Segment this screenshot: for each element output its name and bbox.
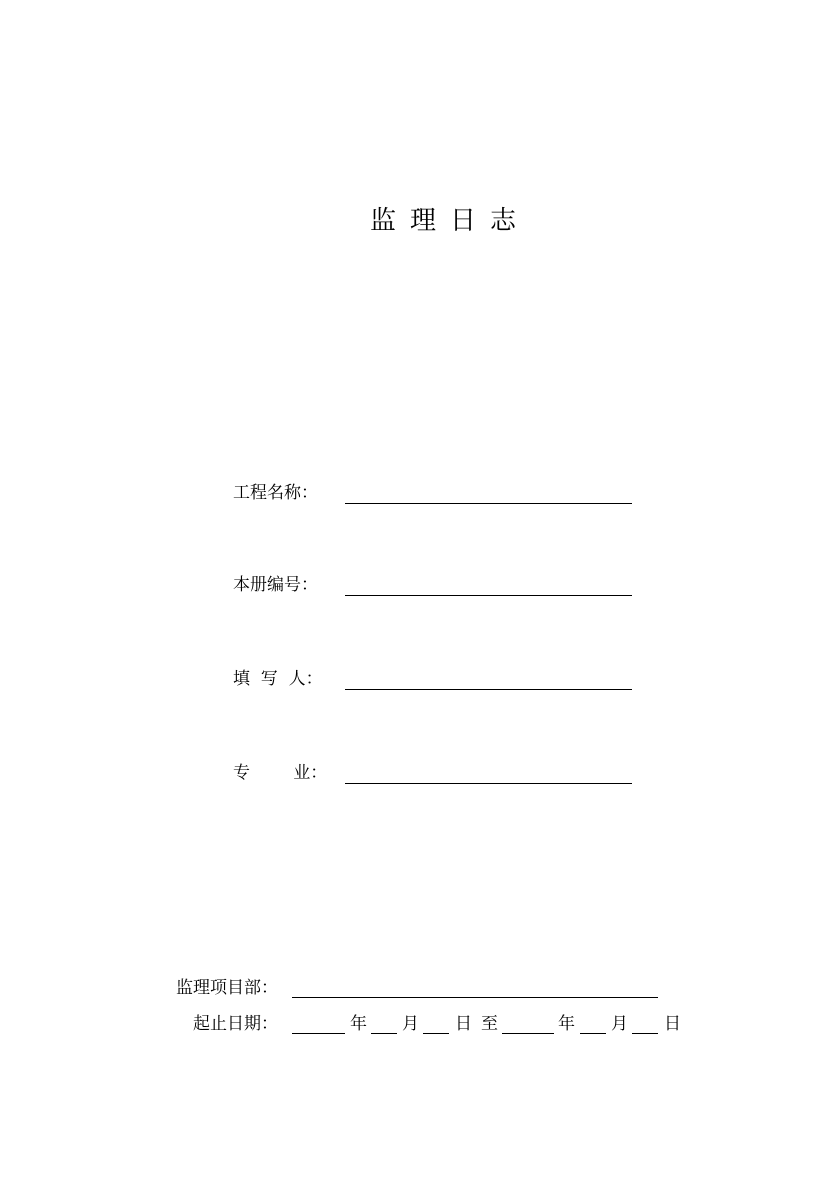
document-title: 监理日志 <box>369 206 530 236</box>
end-month-field[interactable] <box>580 1033 606 1034</box>
volume-number-label: 本册编号： <box>233 575 318 595</box>
filled-by-label: 填 写 人： <box>233 669 323 689</box>
specialty-field[interactable] <box>345 783 632 784</box>
start-month-unit: 月 <box>402 1014 419 1034</box>
project-name-label: 工程名称： <box>233 483 318 503</box>
project-name-field[interactable] <box>345 503 632 504</box>
end-day-unit: 日 <box>664 1014 681 1034</box>
department-field[interactable] <box>292 997 658 998</box>
end-year-field[interactable] <box>502 1033 554 1034</box>
department-label: 监理项目部： <box>176 978 278 998</box>
start-year-field[interactable] <box>292 1033 345 1034</box>
start-year-unit: 年 <box>350 1014 367 1034</box>
end-day-field[interactable] <box>632 1033 658 1034</box>
start-day-field[interactable] <box>423 1033 449 1034</box>
date-range-label: 起止日期： <box>193 1014 278 1034</box>
start-month-field[interactable] <box>371 1033 397 1034</box>
volume-number-field[interactable] <box>345 595 632 596</box>
filled-by-field[interactable] <box>345 689 632 690</box>
to-word: 至 <box>481 1014 498 1034</box>
start-day-unit: 日 <box>455 1014 472 1034</box>
end-year-unit: 年 <box>558 1014 575 1034</box>
end-month-unit: 月 <box>611 1014 628 1034</box>
specialty-label: 专 业： <box>233 763 328 783</box>
